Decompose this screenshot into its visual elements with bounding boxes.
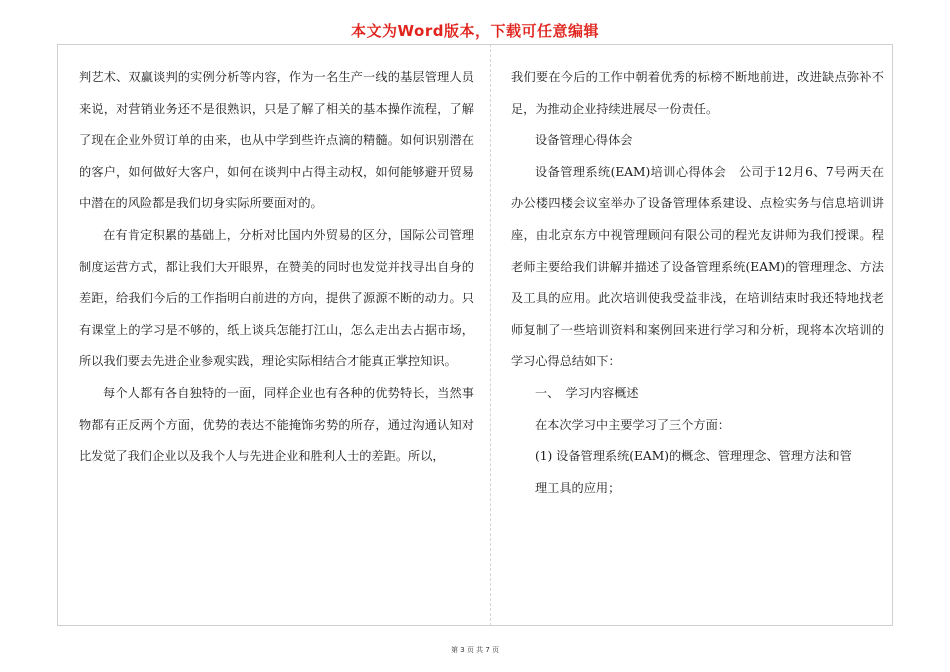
page-number-footer: 第 3 页 共 7 页	[450, 646, 500, 654]
paragraph: 设备管理系统(EAM)培训心得体会 公司于12月6、7号两天在办公楼四楼会议室举办了设备管理体系建设、点检实务与信息培训讲座，由北京东方中视管理顾问有限公司的程光友讲师为我们授课。程老师主要给我们讲解并描述了设备管理系统(EAM)的管理理念、方法及工具的应用。此次培训使我受益非浅，在培训结束时我还特地找老师复制了一些培训资料和案例回来进行学习和分析，现将本次培训的学习心得总结如下：	[511, 164, 884, 369]
column-divider	[490, 44, 492, 626]
word-version-banner: 本文为Word版本，下载可任意编辑	[351, 22, 599, 40]
paragraph: 每个人都有各自独特的一面，同样企业也有各种的优势特长，当然事物都有正反两个方面，优势的表达不能掩饰劣势的所存，通过沟通认知对比发觉了我们企业以及我个人与先进企业和胜利人士的差距。所以，	[79, 385, 474, 464]
paragraph: 我们要在今后的工作中朝着优秀的标榜不断地前进，改进缺点弥补不足，为推动企业持续进展尽一份责任。	[511, 70, 884, 116]
paragraph: 判艺术、双赢谈判的实例分析等内容，作为一名生产一线的基层管理人员来说，对营销业务还不是很熟识，只是了解了相关的基本操作流程，了解了现在企业外贸订单的由来，也从中学到些许点滴的精髓。如何识别潜在的客户，如何做好大客户，如何在谈判中占得主动权，如何能够避开贸易中潜在的风险都是我们切身实际所要面对的。	[79, 70, 474, 211]
list-item-continuation: 理工具的应用；	[535, 480, 621, 495]
left-column	[79, 62, 474, 473]
right-column	[511, 62, 884, 504]
list-item: (1) 设备管理系统(EAM)的概念、管理理念、管理方法和管	[535, 449, 852, 464]
paragraph: 在本次学习中主要学习了三个方面：	[535, 417, 730, 432]
paragraph: 在有肯定积累的基础上，分析对比国内外贸易的区分，国际公司管理制度运营方式，都让我们大开眼界，在赞美的同时也发觉并找寻出自身的差距，给我们今后的工作指明白前进的方向，提供了源源不断的动力。只有课堂上的学习是不够的，纸上谈兵怎能打江山，怎么走出去占据市场，所以我们要去先进企业参观实践，理论实际相结合才能真正掌控知识。	[79, 227, 474, 369]
section-heading: 一、 学习内容概述	[535, 385, 639, 400]
section-title: 设备管理心得体会	[535, 133, 633, 148]
